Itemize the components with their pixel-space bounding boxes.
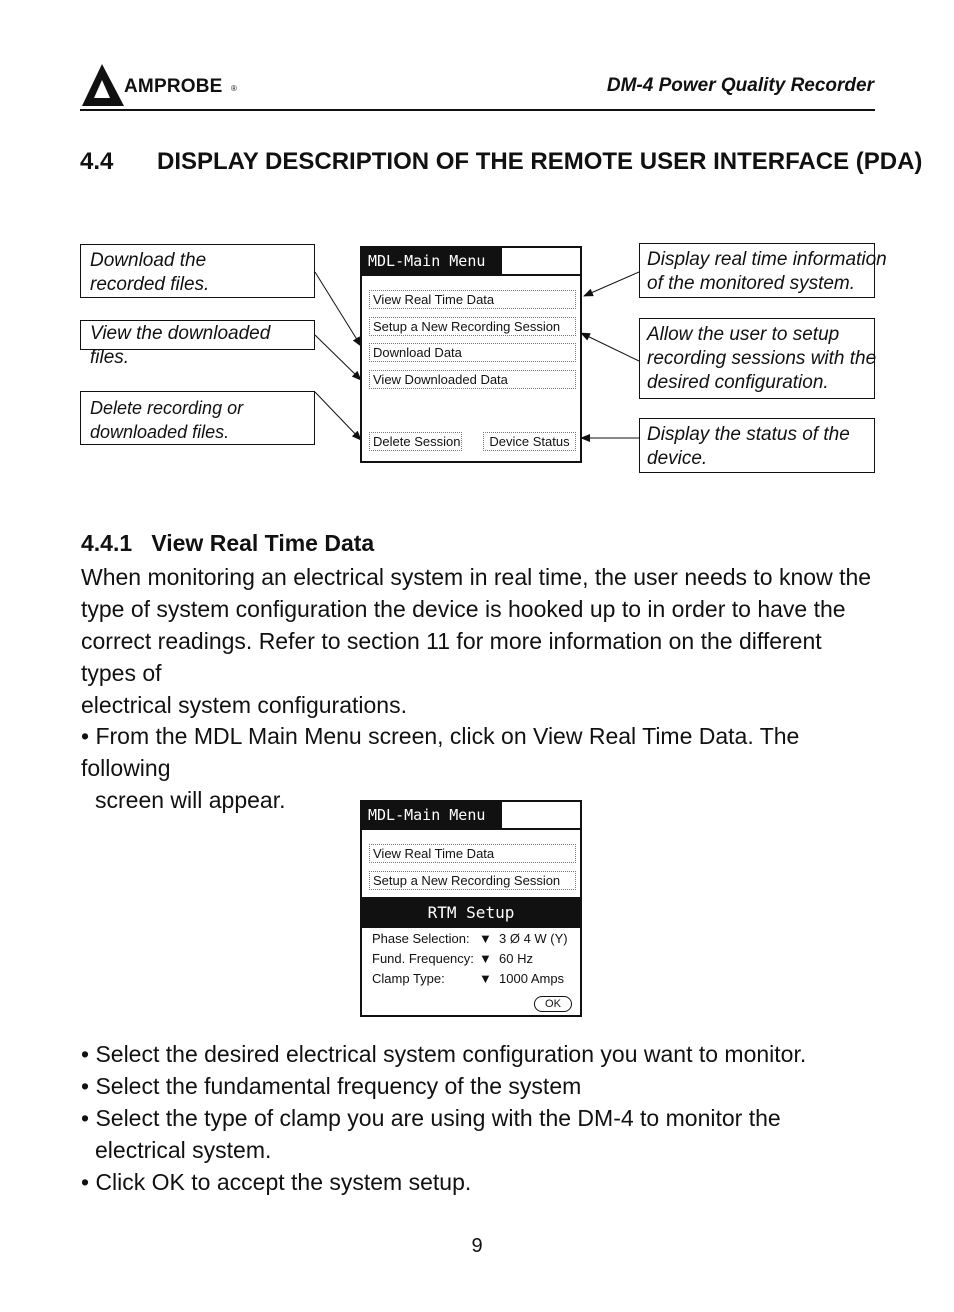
clamp-type-dropdown[interactable]: 1000 Amps — [499, 971, 565, 986]
screen-title: MDL-Main Menu — [362, 802, 502, 828]
rtm-setup-screen — [360, 800, 582, 1017]
menu-item-download-data[interactable]: Download Data — [369, 343, 576, 362]
dropdown-arrow-icon[interactable]: ▼ — [479, 951, 492, 966]
callout-view-downloaded — [80, 320, 315, 368]
callout-line: desired configuration. — [647, 372, 829, 393]
menu-item-view-downloaded-data[interactable]: View Downloaded Data — [369, 370, 576, 389]
section-number: 4.4 — [80, 148, 114, 175]
connector-download — [315, 272, 361, 346]
connector-real-time — [584, 272, 639, 296]
rtm-setup-title: RTM Setup — [362, 897, 580, 928]
callout-line: Display the status of the — [647, 424, 850, 445]
callout-line: Allow the user to setup — [647, 324, 840, 345]
connector-delete — [315, 392, 361, 440]
paragraph-line: electrical system configurations. — [81, 692, 407, 718]
clamp-type-label: Clamp Type: — [372, 971, 445, 986]
callout-line: downloaded files. — [90, 422, 230, 442]
menu-item-view-real-time-data[interactable]: View Real Time Data — [369, 844, 576, 863]
menu-item-view-real-time-data[interactable]: View Real Time Data — [369, 290, 576, 309]
callout-status — [639, 418, 875, 473]
delete-session-button[interactable]: Delete Session — [369, 432, 462, 451]
callout-line: recording sessions with the — [647, 348, 877, 369]
section-title: DISPLAY DESCRIPTION OF THE REMOTE USER INTERFACE (PDA) — [157, 148, 923, 175]
bullet-line: electrical system. — [95, 1137, 272, 1163]
page-number: 9 — [471, 1235, 483, 1257]
screen-title: MDL-Main Menu — [362, 248, 502, 274]
logo-registered-mark: ® — [231, 84, 237, 93]
callout-delete — [80, 391, 315, 445]
callout-line: of the monitored system. — [647, 273, 856, 294]
bullet-line: • Select the desired electrical system configuration you want to monitor. — [81, 1041, 807, 1067]
dropdown-arrow-icon[interactable]: ▼ — [479, 971, 492, 986]
paragraph-line: type of system configuration the device is hooked up to in order to have the — [81, 596, 846, 622]
callout-line: recorded files. — [90, 274, 210, 295]
callout-real-time — [639, 243, 887, 298]
setup-bullets — [81, 1038, 881, 1198]
connector-view-downloaded — [315, 335, 361, 380]
subsection-heading: 4.4.1 View Real Time Data — [81, 530, 375, 556]
bullet-line: • Select the type of clamp you are using with the DM-4 to monitor the — [81, 1105, 781, 1131]
connector-setup — [581, 333, 639, 361]
callout-line: View the downloaded files. — [90, 323, 271, 368]
bullet-line: • From the MDL Main Menu screen, click on View Real Time Data. The following — [81, 723, 800, 781]
callout-setup — [639, 318, 875, 399]
callout-line: Delete recording or — [90, 398, 244, 418]
screen-header — [362, 802, 580, 830]
device-status-button[interactable]: Device Status — [483, 432, 576, 451]
bullet-line: screen will appear. — [95, 787, 286, 813]
main-menu-screen — [360, 246, 582, 463]
document-title: DM-4 Power Quality Recorder — [606, 75, 874, 96]
screen-header — [362, 248, 580, 276]
dropdown-arrow-icon[interactable]: ▼ — [479, 931, 492, 946]
logo-text: AMPROBE — [124, 76, 223, 97]
phase-selection-label: Phase Selection: — [372, 931, 470, 946]
callout-line: Download the — [90, 250, 207, 271]
callout-download — [80, 244, 315, 298]
menu-item-setup-recording-session[interactable]: Setup a New Recording Session — [369, 871, 576, 890]
fund-frequency-label: Fund. Frequency: — [372, 951, 474, 966]
paragraph-line: When monitoring an electrical system in real time, the user needs to know the — [81, 564, 872, 590]
fund-frequency-dropdown[interactable]: 60 Hz — [499, 951, 533, 966]
intro-paragraph — [81, 561, 881, 721]
callout-line: Display real time information — [647, 249, 887, 270]
paragraph-line: correct readings. Refer to section 11 for more information on the different types of — [81, 628, 822, 686]
bullet-line: • Select the fundamental frequency of the system — [81, 1073, 582, 1099]
bullet-line: • Click OK to accept the system setup. — [81, 1169, 472, 1195]
callout-line: device. — [647, 448, 708, 469]
ok-button[interactable]: OK — [534, 996, 572, 1012]
menu-item-setup-recording-session[interactable]: Setup a New Recording Session — [369, 317, 576, 336]
phase-selection-dropdown[interactable]: 3 Ø 4 W (Y) — [499, 931, 568, 946]
